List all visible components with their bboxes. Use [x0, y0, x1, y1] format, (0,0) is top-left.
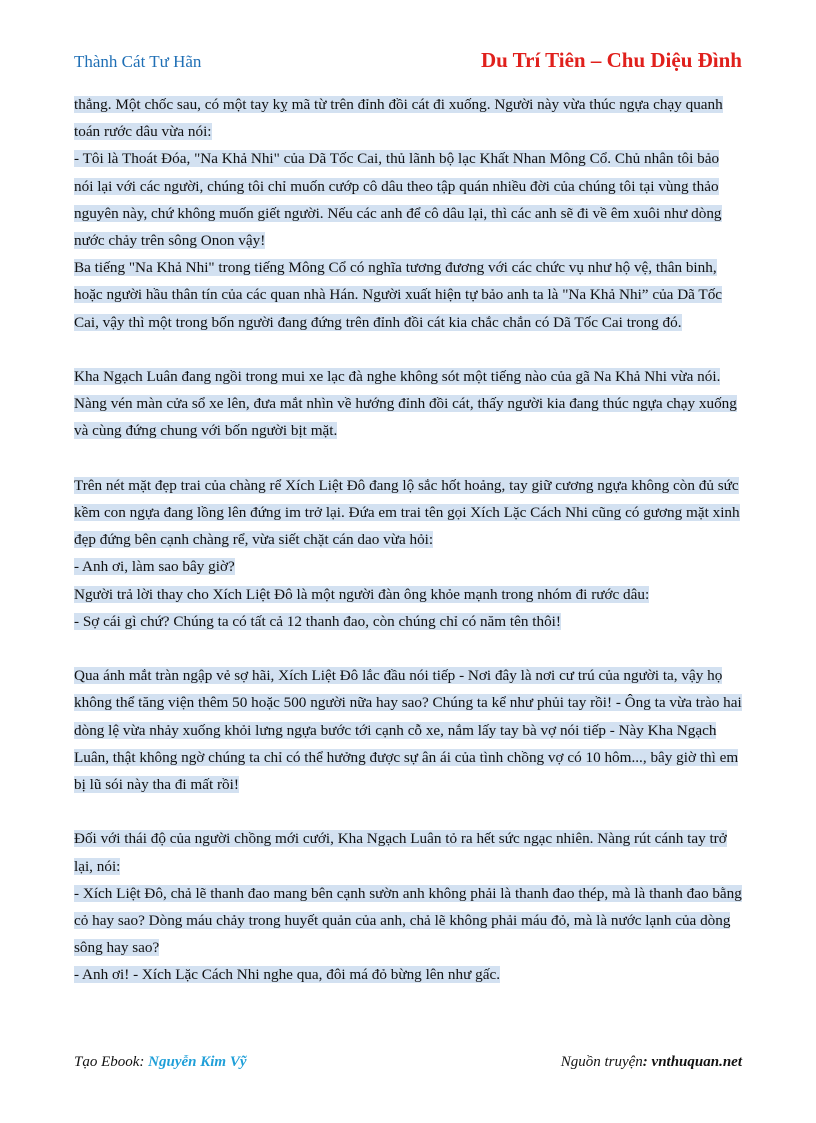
paragraph: - Anh ơi! - Xích Lặc Cách Nhi nghe qua, đôi má đỏ bừng lên như gấc. — [74, 966, 501, 984]
paragraph: Trên nét mặt đẹp trai của chàng rể Xích Liệt Đô đang lộ sắc hốt hoảng, tay giữ cương ngựa không còn đủ sức kềm con ngựa đang lồng lên đứng im trở lại. Đứa em trai tên gọi Xích Lặc Cách Nhi cũng có gương mặt xinh đẹp đứng bên cạnh chàng rể, vừa siết chặt cán dao vừa hỏi: — [74, 476, 740, 549]
paragraph: Kha Ngạch Luân đang ngồi trong mui xe lạc đà nghe không sót một tiếng nào của gã Na Khả Nhi vừa nói. Nàng vén màn cửa sổ xe lên, đưa mắt nhìn về hướng đỉnh đồi cát, thấy người kia đang thúc ngựa chạy xuống và cùng đứng chung với bốn người bịt mặt. — [74, 368, 737, 440]
paragraph: Ba tiếng "Na Khả Nhi" trong tiếng Mông Cổ có nghĩa tương đương với các chức vụ như hộ vệ, thân binh, hoặc người hầu thân tín của các quan nhà Hán. Người xuất hiện tự bảo anh ta là "Na Khả Nhi” của Dã Tốc Cai, vậy thì một trong bốn người đang đứng trên đỉnh đồi cát kia chắc chắn có Dã Tốc Cai trong đó. — [74, 259, 723, 331]
paragraph: - Tôi là Thoát Đóa, "Na Khả Nhi" của Dã Tốc Cai, thủ lãnh bộ lạc Khất Nhan Mông Cổ. Chủ nhân tôi bảo nói lại với các người, chúng tôi chỉ muốn cướp cô dâu theo tập quán nhiều đời của chúng tôi tại vùng thảo nguyên này, chứ không muốn giết người. Nếu các anh để cô dâu lại, thì các anh sẽ đi về êm xuôi như dòng nước chảy trên sông Onon vậy! — [74, 150, 722, 250]
book-title: Thành Cát Tư Hãn — [74, 52, 202, 71]
paragraph: Qua ánh mắt tràn ngập vẻ sợ hãi, Xích Liệt Đô lắc đầu nói tiếp - Nơi đây là nơi cư trú của người ta, vậy họ không thể tăng viện thêm 50 hoặc 500 người nữa hay sao? Chúng ta kể như phủi tay rồi! - Ông ta vừa trào hai dòng lệ vừa nhảy xuống khỏi lưng ngựa bước tới cạnh cỗ xe, nắm lấy tay bà vợ nói tiếp - Này Kha Ngạch Luân, thật không ngờ chúng ta chỉ có thể hưởng được sự ân ái của tình chồng vợ có 10 hôm..., bây giờ thì em bị lũ sói này tha đi mất rồi! — [74, 667, 742, 794]
paragraph-gap — [74, 635, 742, 662]
page-footer — [74, 1054, 742, 1071]
source-credit: Nguồn truyện: vnthuquan.net — [560, 1054, 742, 1070]
paragraph: Đối với thái độ của người chồng mới cưới, Kha Ngạch Luân tỏ ra hết sức ngạc nhiên. Nàng rút cánh tay trở lại, nói: — [74, 830, 727, 875]
paragraph: Người trả lời thay cho Xích Liệt Đô là một người đàn ông khỏe mạnh trong nhóm đi rước dâu: — [74, 585, 650, 603]
paragraph: thẳng. Một chốc sau, có một tay kỵ mã từ trên đỉnh đồi cát đi xuống. Người này vừa thúc ngựa chạy quanh toán rước dâu vừa nói: — [74, 96, 723, 141]
paragraph-gap — [74, 798, 742, 825]
paragraph: - Sợ cái gì chứ? Chúng ta có tất cả 12 thanh đao, còn chúng chỉ có năm tên thôi! — [74, 612, 561, 630]
body-text — [74, 91, 742, 989]
page-header — [74, 48, 742, 73]
source-site: vnthuquan.net — [651, 1054, 742, 1070]
paragraph-gap — [74, 336, 742, 363]
ebook-creator: Nguyễn Kim Vỹ — [148, 1054, 247, 1070]
paragraph: - Xích Liệt Đô, chả lẽ thanh đao mang bên cạnh sườn anh không phải là thanh đao thép, mà là thanh đao bằng cỏ hay sao? Dòng máu chảy trong huyết quản của anh, chả lẽ không phải máu đỏ, mà là nước lạnh của dòng sông hay sao? — [74, 884, 742, 957]
ebook-credit: Tạo Ebook: Nguyễn Kim Vỹ — [74, 1054, 247, 1070]
paragraph-gap — [74, 445, 742, 472]
authors: Du Trí Tiên – Chu Diệu Đình — [480, 48, 742, 72]
paragraph: - Anh ơi, làm sao bây giờ? — [74, 558, 235, 576]
